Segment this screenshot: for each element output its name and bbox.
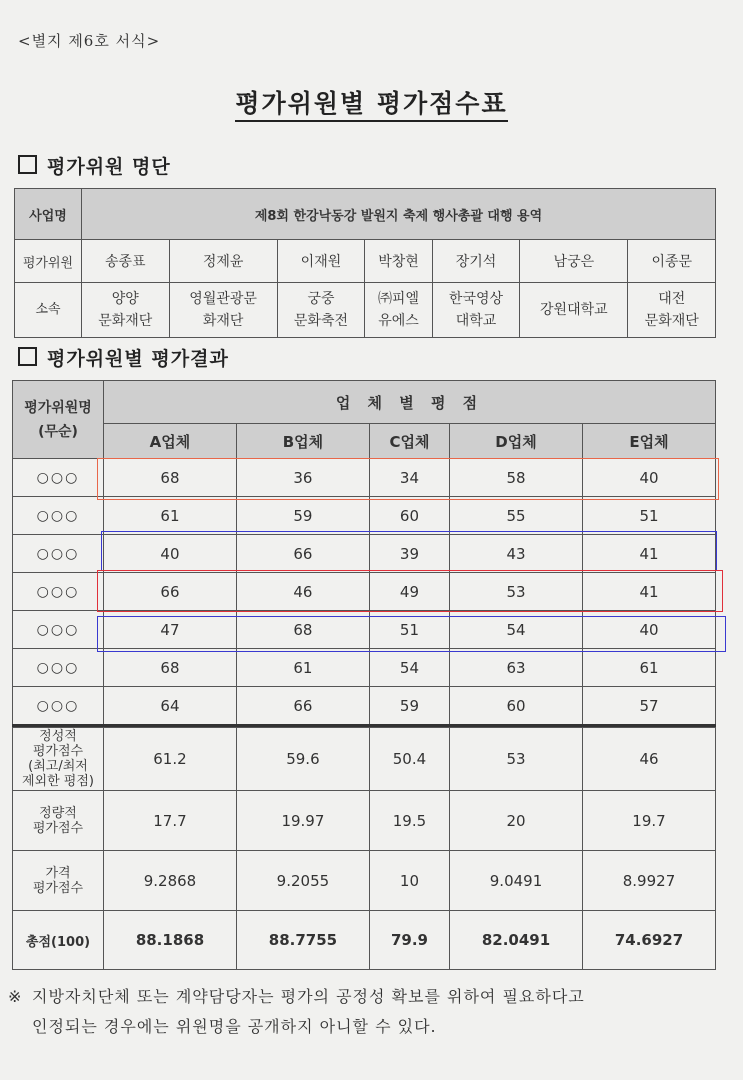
footnote-line: 인정되는 경우에는 위원명을 공개하지 아니할 수 있다. [32,1017,437,1036]
section-results-title-text: 평가위원별 평가결과 [47,348,229,370]
footnote [8,982,732,1042]
score-cell: 47 [104,611,237,649]
member-name: 정제윤 [169,240,277,283]
affiliation-line: 유에스 [378,313,419,329]
score-cell: 41 [583,573,716,611]
score-cell: 63 [450,649,583,687]
score-cell: 66 [104,573,237,611]
member-anon: ○○○ [13,497,104,535]
member-column-header [13,381,104,459]
member-affiliation [628,283,716,338]
summary-label-line: 제외한 평점) [22,774,94,789]
member-name: 이종문 [628,240,716,283]
reference-mark-icon: ※ [8,987,23,1006]
score-cell: 68 [104,649,237,687]
form-number: <별지 제6호 서식> [18,32,161,50]
member-column-header-line: (무순) [38,423,78,440]
member-name: 장기석 [432,240,520,283]
summary-value: 53 [450,728,583,791]
score-cell: 60 [369,497,449,535]
member-name: 남궁은 [520,240,628,283]
score-cell: 55 [450,497,583,535]
total-value: 79.9 [369,911,449,970]
member-label: 평가위원 [15,240,82,283]
score-cell: 54 [369,649,449,687]
summary-value: 9.2868 [104,851,237,911]
affiliation-line: 강원대학교 [540,302,608,318]
affiliation-line: 화재단 [202,313,244,329]
summary-label-line: 평가점수 [32,820,84,836]
summary-label-line: 가격 [45,865,71,881]
member-anon: ○○○ [13,459,104,497]
company-header: C업체 [369,424,449,459]
summary-value: 17.7 [104,791,237,851]
section-members-title-text: 평가위원 명단 [47,156,171,178]
table-row [13,687,716,726]
total-label: 총점(100) [13,911,104,970]
section-results-title [18,344,229,371]
score-cell: 46 [236,573,369,611]
table-row [13,573,716,611]
summary-label-line: 평가점수 [32,880,84,896]
score-cell: 34 [369,459,449,497]
score-cell: 36 [236,459,369,497]
member-name: 박창현 [365,240,433,283]
affiliation-line: ㈜피엘 [377,291,419,307]
affiliation-line: 대학교 [455,313,497,329]
affiliation-line: 궁중 [307,291,335,307]
score-cell: 54 [450,611,583,649]
table-row [13,649,716,687]
checkbox-square-icon [18,347,37,366]
score-cell: 43 [450,535,583,573]
member-affiliation [277,283,365,338]
summary-value: 9.0491 [450,851,583,911]
table-row [13,611,716,649]
page-title [0,84,743,120]
score-cell: 66 [236,535,369,573]
affiliation-line: 양양 [111,291,139,307]
member-affiliation [82,283,170,338]
member-anon: ○○○ [13,649,104,687]
affiliation-line: 문화축전 [293,313,349,329]
member-anon: ○○○ [13,687,104,726]
score-cell: 59 [369,687,449,726]
score-cell: 39 [369,535,449,573]
table-row [13,535,716,573]
summary-value: 19.97 [236,791,369,851]
member-affiliation [365,283,433,338]
affiliation-line: 문화재단 [98,313,153,329]
page-title-text: 평가위원별 평가점수표 [235,89,507,122]
score-cell: 61 [104,497,237,535]
results-table [12,380,716,970]
score-cell: 51 [583,497,716,535]
member-name: 이재원 [277,240,365,283]
member-affiliation [169,283,277,338]
business-label: 사업명 [15,189,82,240]
summary-row [13,851,716,911]
scores-header: 업 체 별 평 점 [104,381,716,424]
affiliation-label: 소속 [15,283,82,338]
total-row [13,911,716,970]
score-cell: 61 [236,649,369,687]
affiliation-line: 영월관광문 [189,291,257,307]
score-cell: 40 [583,611,716,649]
table-row [13,459,716,497]
summary-value: 50.4 [369,728,449,791]
summary-label [13,728,104,791]
member-name: 송종표 [82,240,170,283]
summary-label-line: 평가점수 [32,744,84,759]
score-cell: 57 [583,687,716,726]
score-cell: 59 [236,497,369,535]
checkbox-square-icon [18,155,37,174]
score-cell: 49 [369,573,449,611]
summary-value: 19.5 [369,791,449,851]
score-cell: 51 [369,611,449,649]
score-cell: 40 [104,535,237,573]
company-header: E업체 [583,424,716,459]
summary-row [13,791,716,851]
summary-value: 20 [450,791,583,851]
summary-value: 19.7 [583,791,716,851]
summary-value: 61.2 [104,728,237,791]
affiliation-line: 한국영상 [448,291,504,307]
company-header: A업체 [104,424,237,459]
summary-label-line: 정성적 [39,729,77,744]
table-row [13,497,716,535]
summary-label [13,791,104,851]
summary-label-line: (최고/최저 [28,759,88,774]
section-members-title [18,152,171,179]
score-cell: 58 [450,459,583,497]
score-cell: 68 [236,611,369,649]
score-cell: 66 [236,687,369,726]
total-value: 82.0491 [450,911,583,970]
summary-value: 9.2055 [236,851,369,911]
member-affiliation [520,283,628,338]
footnote-line: 지방자치단체 또는 계약담당자는 평가의 공정성 확보를 위하여 필요하다고 [32,987,585,1006]
summary-value: 59.6 [236,728,369,791]
company-header: D업체 [450,424,583,459]
summary-value: 46 [583,728,716,791]
summary-label [13,851,104,911]
member-affiliation [432,283,520,338]
summary-value: 8.9927 [583,851,716,911]
summary-row [13,728,716,791]
score-cell: 68 [104,459,237,497]
company-header: B업체 [236,424,369,459]
score-cell: 64 [104,687,237,726]
affiliation-line: 대전 [658,291,686,307]
summary-label-line: 정량적 [39,805,77,821]
score-cell: 40 [583,459,716,497]
member-anon: ○○○ [13,573,104,611]
affiliation-line: 문화재단 [644,313,699,329]
total-value: 88.1868 [104,911,237,970]
member-column-header-line: 평가위원명 [24,399,92,416]
member-anon: ○○○ [13,535,104,573]
total-value: 88.7755 [236,911,369,970]
business-name: 제8회 한강낙동강 발원지 축제 행사총괄 대행 용역 [82,189,716,240]
members-table [14,188,716,338]
total-value: 74.6927 [583,911,716,970]
score-cell: 53 [450,573,583,611]
score-cell: 60 [450,687,583,726]
summary-value: 10 [369,851,449,911]
member-anon: ○○○ [13,611,104,649]
score-cell: 41 [583,535,716,573]
score-cell: 61 [583,649,716,687]
